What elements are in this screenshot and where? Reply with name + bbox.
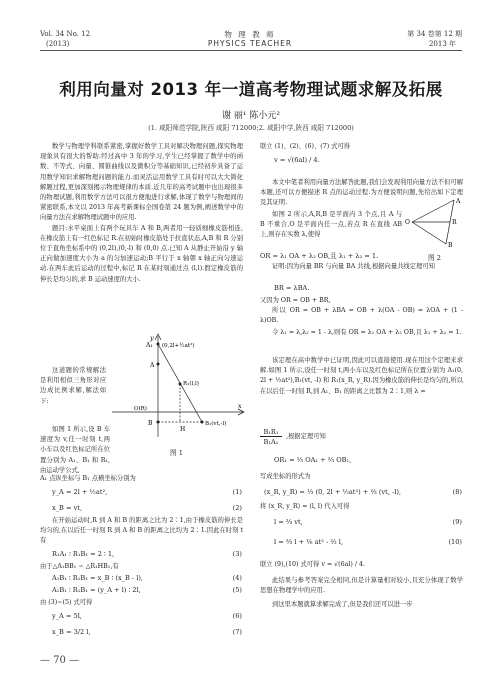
- fig1-label-A1-coords: (0,2l+½at²): [162, 343, 195, 349]
- figure-2-caption: 图 2: [428, 254, 441, 262]
- equation-3-number: (3): [232, 550, 242, 558]
- header-rule: [40, 50, 462, 51]
- equation-8: (x_R, y_R) = ⅓ (0, 2l + ½at²) + ⅔ (vt, -l),: [264, 488, 402, 496]
- point-B: [157, 421, 160, 424]
- equation-9-number: (9): [452, 518, 462, 526]
- fig1-label-y: y: [150, 334, 154, 342]
- figure-1-caption: 图 1: [170, 449, 183, 457]
- equation-v: v = √(6al) / 4.: [274, 156, 320, 164]
- ratio-paragraph: 在开始运动时,R 到 A 和 B 的距离之比为 2∶1,由于橡皮筋的伸长是均匀的,在以后任一时刻 R 到 A 和 B 的距离之比均为 2∶1.因此在时刻 t 有: [40, 517, 243, 545]
- authors: 谢 丽¹ 陈小元²: [222, 111, 280, 121]
- proof-text: 证明:因为向量 BR 与向量 BA 共线,根据向量共线定理可知: [272, 263, 435, 270]
- substitute-text: 将 (x_R, y_R) = (l, l) 代入可得: [260, 503, 350, 510]
- fig2-label-R: R: [452, 219, 457, 226]
- figure-2: [404, 196, 464, 248]
- equation-5-number: (5): [232, 586, 242, 594]
- fig2-label-A: A: [456, 198, 461, 205]
- equation-10: l = ⅔ l + ⅙ at² - ⅔ l,: [274, 538, 343, 546]
- fraction-denominator: B₁A₁: [263, 438, 279, 446]
- equation-2-number: (2): [232, 504, 242, 512]
- comparison-paragraph: 此结果与参考答案完全相同,但是计算量相对较小,且充分体现了数学思想在物理学中的应用.: [260, 577, 463, 595]
- proof-step-1: 又因为 OR = OB + BR,: [260, 297, 331, 304]
- point-A1: [157, 343, 160, 346]
- lambda-fraction-line: [260, 428, 463, 450]
- coord-intro: A₁ 点纵坐标与 B₁ 点横坐标分别为: [40, 475, 136, 482]
- year-left: (2013): [46, 40, 70, 48]
- equation-3: R₁A₁ ∶ R₁B₁ = 2 ∶ 1,: [52, 550, 115, 558]
- result-text: 联立 (9),(10) 式可得 v = √(6al) / 4.: [260, 561, 366, 568]
- application-paragraph: 该定理在高中数学中已证明,因此可以直接使用.现在用这个定理来求解.如图 1 所示,设任一时刻 t,两小车以及红色标记所在位置分别为 A₁(0, 2l + ½at²),B₁(vt, -l) 和 R₁(x_R, y_R).因为橡皮筋的伸长是均匀的,所以在以后任一时刻 R,到 A₁、B₁ 的距离之比都为 2∶1,则 λ =: [260, 357, 463, 395]
- affiliation: (1. 咸阳师范学院,陕西 咸阳 712000;2. 咸阳中学,陕西 咸阳 712000): [148, 124, 354, 132]
- figure-1: [110, 332, 246, 444]
- equation-7-number: (7): [232, 628, 242, 636]
- fig1-label-B1: B₁(vt,-l): [205, 421, 227, 427]
- equation-9: l = ⅔ vt,: [274, 518, 303, 526]
- fig1-label-x: x: [238, 402, 242, 410]
- extension-paragraph: 到这里本题就算求解完成了,但是我们还可以进一步: [272, 601, 413, 608]
- equation-1: y_A = 2l + ½at²,: [52, 488, 108, 496]
- fig1-label-A1: A₁: [146, 342, 153, 349]
- equation-10-number: (10): [448, 538, 462, 546]
- journal-title-cn: 物 理 教 师: [224, 30, 276, 39]
- fig2-label-O: O: [405, 219, 410, 226]
- volume-label-cn: 第 34 卷第 12 期: [407, 30, 462, 38]
- fig1-label-A: A: [150, 362, 155, 369]
- proof-step-2: 所以 OR = OB + λBA = OB + λ(OA - OB) = λOA + (1 - λ)OB.: [260, 307, 463, 325]
- fig2-label-B: B: [448, 242, 453, 248]
- equation-or1: OR₁ = ⅓ OA₁ + ⅔ OB₁,: [274, 456, 352, 464]
- equation-2: x_B = vt,: [52, 504, 83, 512]
- problem-paragraph: 题目:水平桌面上有两个玩具车 A 和 B,两者用一轻质细橡皮筋相连,在橡皮筋上有一红色标记 R.在初始时橡皮筋处于拉直状态,A,B 和 R 分别位于直角坐标系中的 (0,2l),(0,-l) 和 (0,0) 点.已知 A 从静止开始沿 y 轴正向做加速度大小为 a 的匀加速运动;B 平行于 x 轴朝 x 轴正向匀速运动.在两车此后运动的过程中,标记 R 在某时刻通过点 (l,l).假定橡皮筋的伸长是均匀的,求 B 运动速度的大小.: [40, 224, 243, 283]
- fig1-label-H: H: [180, 426, 186, 433]
- method-paragraph: 这道题的常规解法是利用相似三角形对应边成比例求解,解法如下:: [40, 367, 106, 405]
- equation-5: A₁B₁ ∶ R₁B₁ = (y_A + l) ∶ 2l,: [52, 586, 141, 594]
- equation-1-number: (1): [232, 488, 242, 496]
- fig1-label-O: O(R): [134, 406, 147, 412]
- journal-title-en: PHYSICS TEACHER: [207, 39, 293, 48]
- equation-4-number: (4): [232, 574, 242, 582]
- theorem-apply-text: ,根据定理可知: [286, 433, 326, 440]
- fraction-numerator: B₁R₁: [260, 428, 282, 437]
- fig1-label-B: B: [148, 420, 153, 427]
- intro-paragraph: 数学与物理学科联系紧密,掌握好数学工具对解决物理问题,探究物理现象具有很大的帮助.经过高中 3 年的学习,学生已经掌握了数学中的函数、不等式、向量、圆锥曲线以及微积分等基础知识,已经初步具备了运用数学知识求解物理问题的能力.而灵活运用数学工具有时可以大大简化解题过程,更加深刻揭示物理规律的本质.近几年的高考试题中也出现很多的物理试题,利用数学方法可以很方便地进行求解,体现了数学与物理间的紧密联系,本文以 2013 年高考新课标全国卷第 24 题为例,阐述数学中的向量方法在求解物理试题中的应用.: [40, 143, 243, 222]
- equation-6-number: (6): [232, 612, 242, 620]
- equation-4: A₁B₁ ∶ R₁B₁ = x_B ∶ (x_B - l),: [52, 574, 144, 582]
- point-A: [157, 363, 160, 366]
- fig1-label-R1: R₁(l,l): [183, 381, 199, 387]
- point-R1: [179, 383, 182, 386]
- vector-method-intro: 本文中笔者利用向量方法解答此题,我们会发现利用向量方法不但可解本题,还可以方便描述 R 点的运动过程.为方便说明问题,先给出如下定理及其证明.: [260, 179, 463, 207]
- equation-br: BR = λBA.: [274, 284, 310, 292]
- left-column: [40, 142, 243, 285]
- combine-text: 由 (3)~(5) 式可得: [40, 599, 93, 606]
- joint-text: 联立 (1)、(2)、(6)、(7) 式可得: [260, 143, 351, 150]
- year-right: 2013 年: [428, 40, 456, 48]
- point-B1: [201, 421, 204, 424]
- similar-triangles-text: 由于△A₁BB₁ ∽ △R₁HB₁,有: [40, 563, 119, 570]
- proof-step-3: 令 λ₁ = λ,λ₂ = 1 - λ,则有 OR = λ₁ OA + λ₂ OB,且 λ₁ + λ₂ = 1.: [272, 329, 462, 336]
- equation-theorem: OR = λ₁ OA + λ₂ OB,且 λ₁ + λ₂ = 1.: [260, 252, 379, 260]
- setup-paragraph: 如图 1 所示,设 B 车速度为 v,任一时刻 t,两小车以及红色标记所在位置分别为 A₁、B₁ 和 R₁,由运动学公式,: [40, 426, 110, 474]
- coord-form-text: 写成坐标的形式为: [260, 473, 311, 480]
- page-number: — 70 —: [40, 655, 80, 666]
- theorem-text: 如图 2 所示,A,R,B 是平面内 3 个点,且 A 与 B 不重合,O 是平面内任一点,若点 R 在直线 AB 上,则存在实数 λ,使得: [260, 211, 402, 239]
- equation-8-number: (8): [452, 488, 462, 496]
- equation-6: y_A = 5l,: [52, 612, 82, 620]
- article-title: 利用向量对 2013 年一道高考物理试题求解及拓展: [59, 80, 443, 99]
- volume-label: Vol. 34 No. 12: [40, 30, 91, 38]
- equation-7: x_B = 3/2 l,: [52, 628, 91, 636]
